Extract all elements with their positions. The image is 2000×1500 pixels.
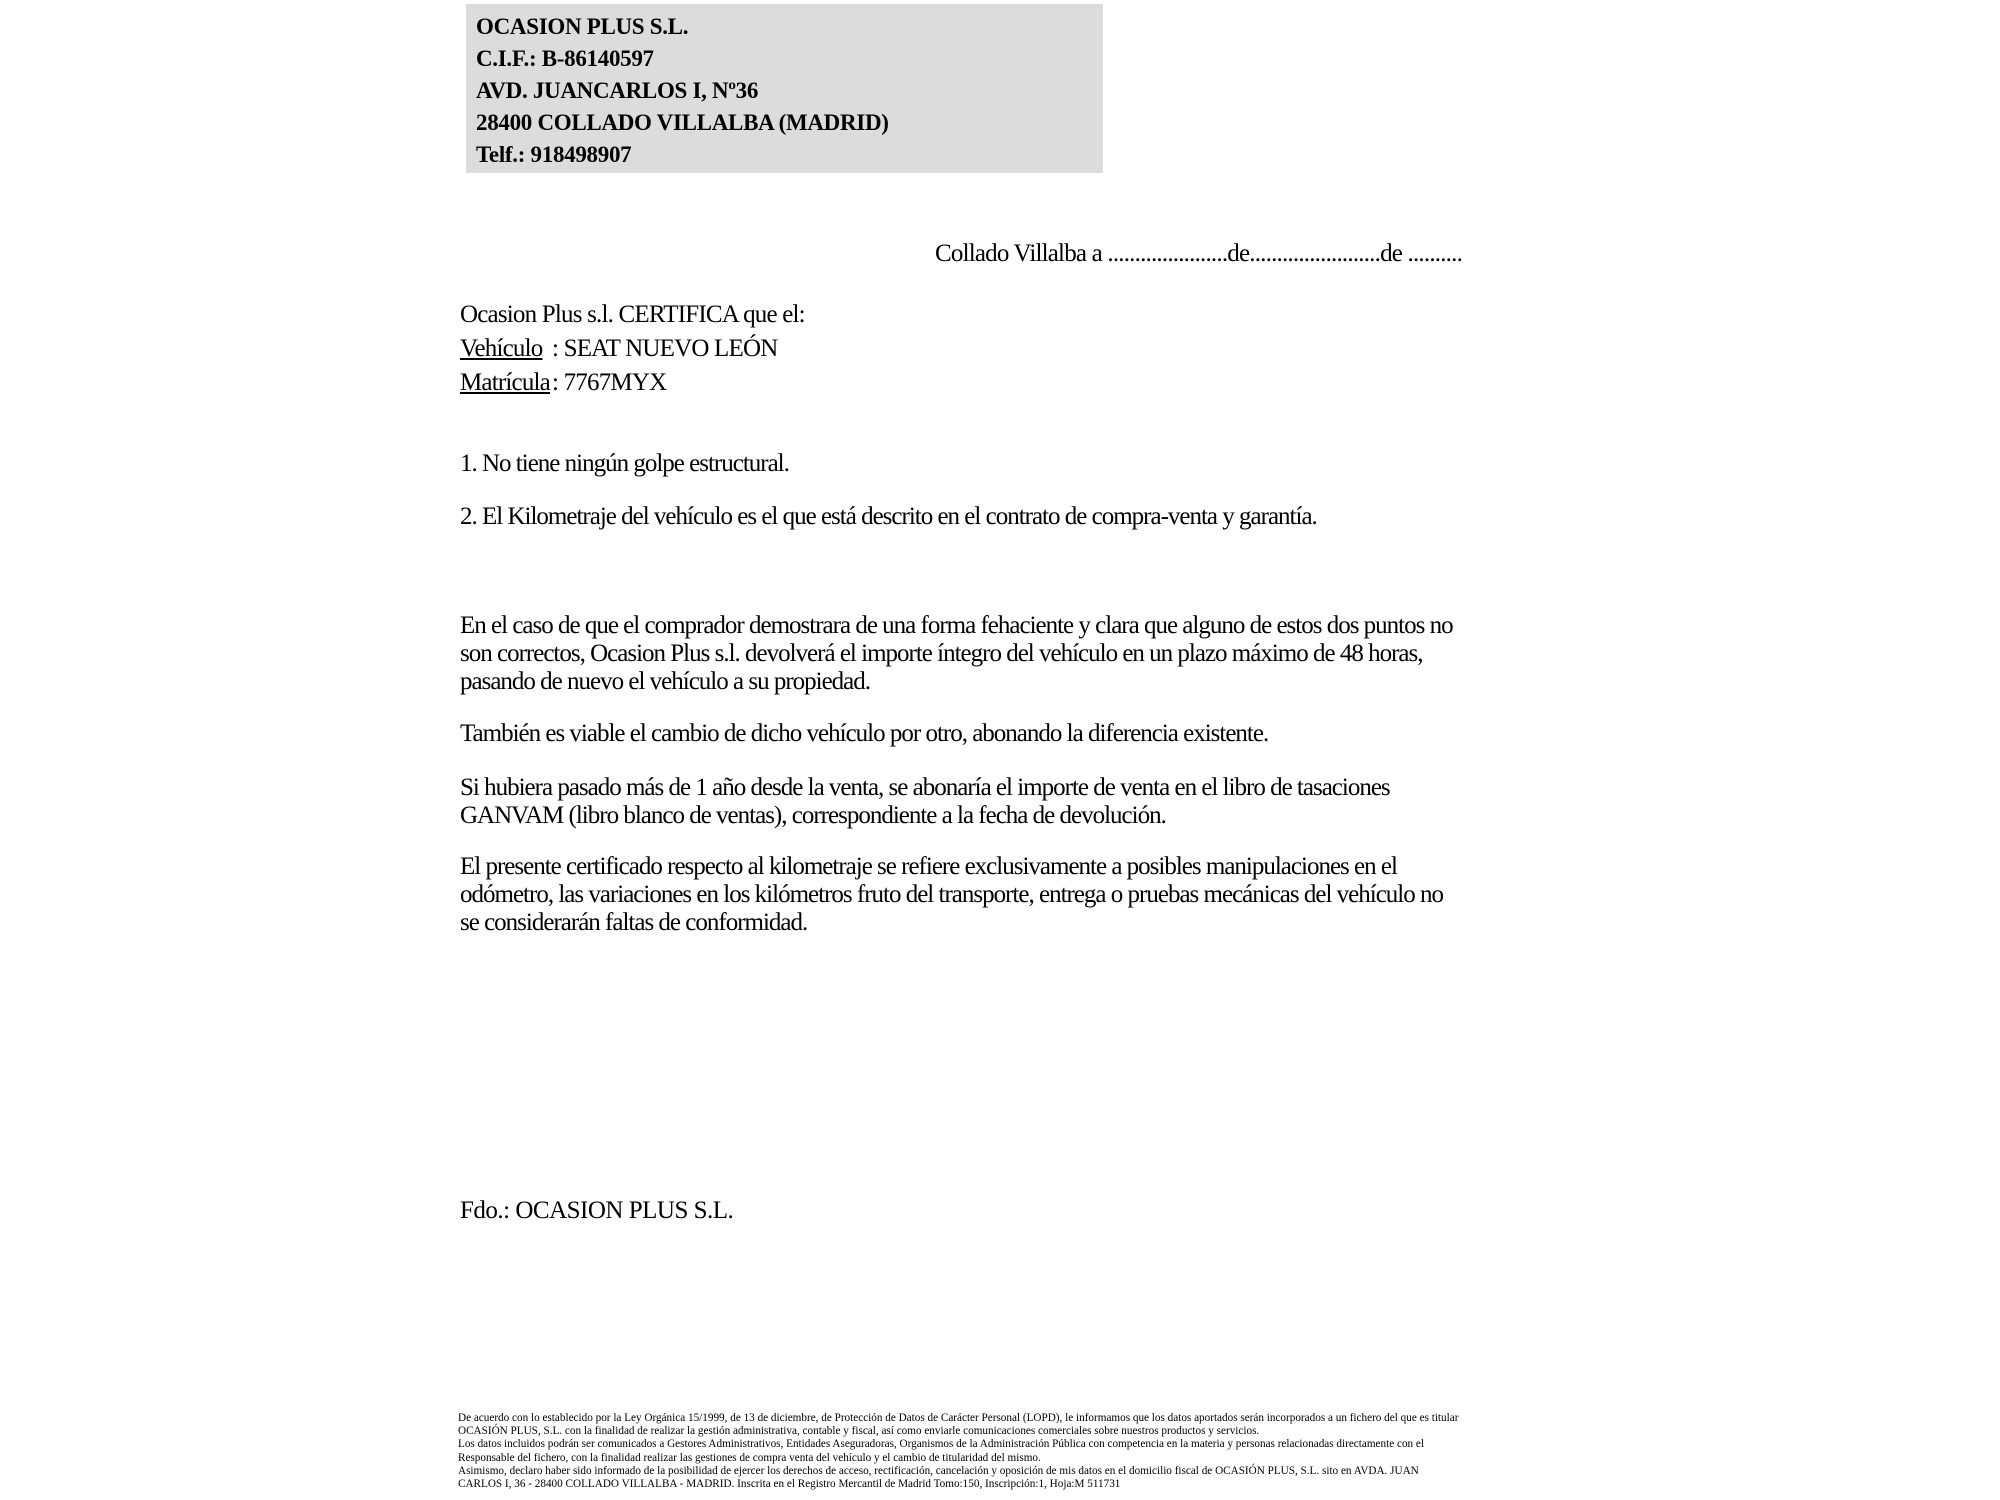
legal-footer-line: CARLOS I, 36 - 28400 COLLADO VILLALBA - MADRID. Inscrita en el Registro Mercantil de Madrid Tomo:150, Inscripción:1, Hoja:M 511731 — [458, 1478, 1121, 1491]
vehicle-field-label: Vehículo — [460, 335, 543, 362]
paragraph-line: GANVAM (libro blanco de ventas), correspondiente a la fecha de devolución. — [460, 802, 1166, 829]
paragraph-line: En el caso de que el comprador demostrara de una forma fehaciente y clara que alguno de estos dos puntos no — [460, 612, 1453, 639]
paragraph-odometer-disclaimer — [460, 853, 1443, 937]
legal-footer-line: Los datos incluidos podrán ser comunicados a Gestores Administrativos, Entidades Aseguradoras, Organismos de la Administración Pública con competencia en la materia y personas relacionadas directamente con el — [458, 1438, 1424, 1451]
certification-block — [460, 298, 805, 400]
paragraph-line: Si hubiera pasado más de 1 año desde la venta, se abonaría el importe de venta en el libro de tasaciones — [460, 774, 1390, 801]
legal-footer — [458, 1412, 1458, 1491]
legal-footer-line: OCASIÓN PLUS, S.L. con la finalidad de realizar la gestión administrativa, contable y fiscal, así como enviarle comunicaciones comerciales sobre nuestros productos y servicios. — [458, 1425, 1260, 1438]
company-city: 28400 COLLADO VILLALBA (MADRID) — [476, 110, 889, 135]
plate-field — [460, 366, 805, 400]
paragraph-ganvam-valuation — [460, 774, 1390, 830]
paragraph-line: También es viable el cambio de dicho vehículo por otro, abonando la diferencia existente. — [460, 720, 1269, 747]
paragraph-line: El presente certificado respecto al kilometraje se refiere exclusivamente a posibles manipulaciones en el — [460, 853, 1397, 880]
paragraph-line: odómetro, las variaciones en los kilómetros fruto del transporte, entrega o pruebas mecánicas del vehículo no — [460, 881, 1444, 908]
plate-field-label: Matrícula — [460, 369, 550, 396]
legal-footer-line: De acuerdo con lo establecido por la Ley Orgánica 15/1999, de 13 de diciembre, de Protección de Datos de Carácter Personal (LOPD), le informamos que los datos aportados serán incorporados a un fichero del que es titular — [458, 1412, 1459, 1424]
certified-point-1: 1. No tiene ningún golpe estructural. — [460, 450, 789, 477]
certification-intro: Ocasion Plus s.l. CERTIFICA que el: — [460, 301, 805, 328]
company-name: OCASION PLUS S.L. — [476, 14, 689, 39]
vehicle-field — [460, 332, 805, 366]
company-cif: C.I.F.: B-86140597 — [476, 46, 654, 71]
company-phone: Telf.: 918498907 — [476, 142, 632, 167]
paragraph-line: pasando de nuevo el vehículo a su propiedad. — [460, 668, 871, 695]
paragraph-line: son correctos, Ocasion Plus s.l. devolverá el importe íntegro del vehículo en un plazo máximo de 48 horas, — [460, 640, 1423, 667]
company-address: AVD. JUANCARLOS I, Nº36 — [476, 78, 759, 103]
paragraph-exchange-option — [460, 720, 1268, 748]
paragraph-line: se considerarán faltas de conformidad. — [460, 909, 808, 936]
signature-line: Fdo.: OCASION PLUS S.L. — [460, 1197, 734, 1224]
company-header-block — [466, 4, 1103, 173]
date-line: Collado Villalba a ......................de........................de .......... — [935, 240, 1463, 267]
plate-field-value: : 7767MYX — [552, 369, 667, 396]
legal-footer-line: Asimismo, declaro haber sido informado de la posibilidad de ejercer los derechos de acceso, rectificación, cancelación y oposición de mis datos en el domicilio fiscal de OCASIÓN PLUS, S.L. sito en AVDA. JUAN — [458, 1464, 1419, 1477]
vehicle-field-value: : SEAT NUEVO LEÓN — [552, 335, 778, 362]
legal-footer-line: Responsable del fichero, con la finalidad realizar las gestiones de compra venta del vehículo y el cambio de titularidad del mismo. — [458, 1451, 1041, 1464]
paragraph-refund-policy — [460, 612, 1453, 696]
certified-point-2: 2. El Kilometraje del vehículo es el que está descrito en el contrato de compra-venta y garantía. — [460, 503, 1317, 530]
